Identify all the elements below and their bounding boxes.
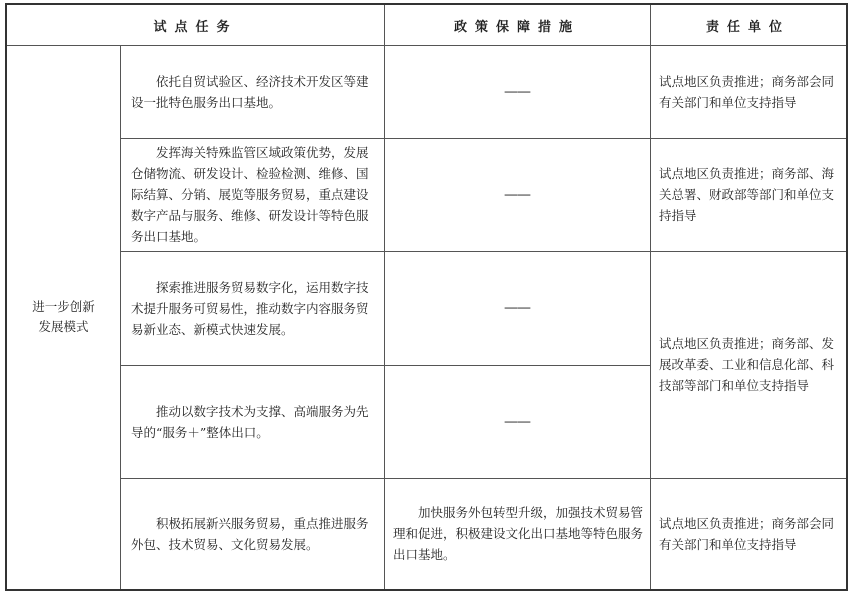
- policy-cell: ——: [504, 300, 530, 316]
- policy-cell: 加快服务外包转型升级，加强技术贸易管理和促进，积极建设文化出口基地等特色服务出口基地。: [393, 505, 644, 562]
- policy-cell: ——: [504, 413, 530, 430]
- unit-cell: 试点地区负责推进；商务部、发展改革委、工业和信息化部、科技部等部门和单位支持指导: [659, 336, 835, 393]
- category-line-2: 发展模式: [38, 319, 89, 334]
- unit-cell: 试点地区负责推进；商务部会同有关部门和单位支持指导: [659, 515, 835, 552]
- task-cell: 发挥海关特殊监管区域政策优势，发展仓储物流、研发设计、检验检测、维修、国际结算、分销、展览等服务贸易，重点建设数字产品与服务、维修、研发设计等特色服务出口基地。: [131, 145, 369, 244]
- header-unit: 责任单位: [705, 19, 790, 35]
- category-line-1: 进一步创新: [32, 299, 95, 314]
- header-policy: 政策保障措施: [453, 19, 580, 35]
- unit-cell: 试点地区负责推进；商务部、海关总署、财政部等部门和单位支持指导: [659, 166, 835, 223]
- policy-cell: ——: [504, 186, 530, 203]
- task-cell: 推动以数字技术为支撑、高端服务为先导的“服务＋”整体出口。: [131, 403, 369, 440]
- policy-cell: ——: [504, 83, 530, 100]
- col-divider: [120, 45, 121, 589]
- unit-cell: 试点地区负责推进；商务部会同有关部门和单位支持指导: [659, 73, 835, 110]
- task-cell: 积极拓展新兴服务贸易，重点推进服务外包、技术贸易、文化贸易发展。: [131, 515, 369, 552]
- task-cell: 依托自贸试验区、经济技术开发区等建设一批特色服务出口基地。: [131, 73, 369, 110]
- col-divider: [650, 5, 651, 589]
- task-cell: 探索推进服务贸易数字化，运用数字技术提升服务可贸易性，推动数字内容服务贸易新业态、新模式快速发展。: [131, 279, 369, 337]
- category-cell: [7, 45, 120, 589]
- policy-table: [5, 3, 848, 591]
- header-task: 试点任务: [153, 19, 238, 35]
